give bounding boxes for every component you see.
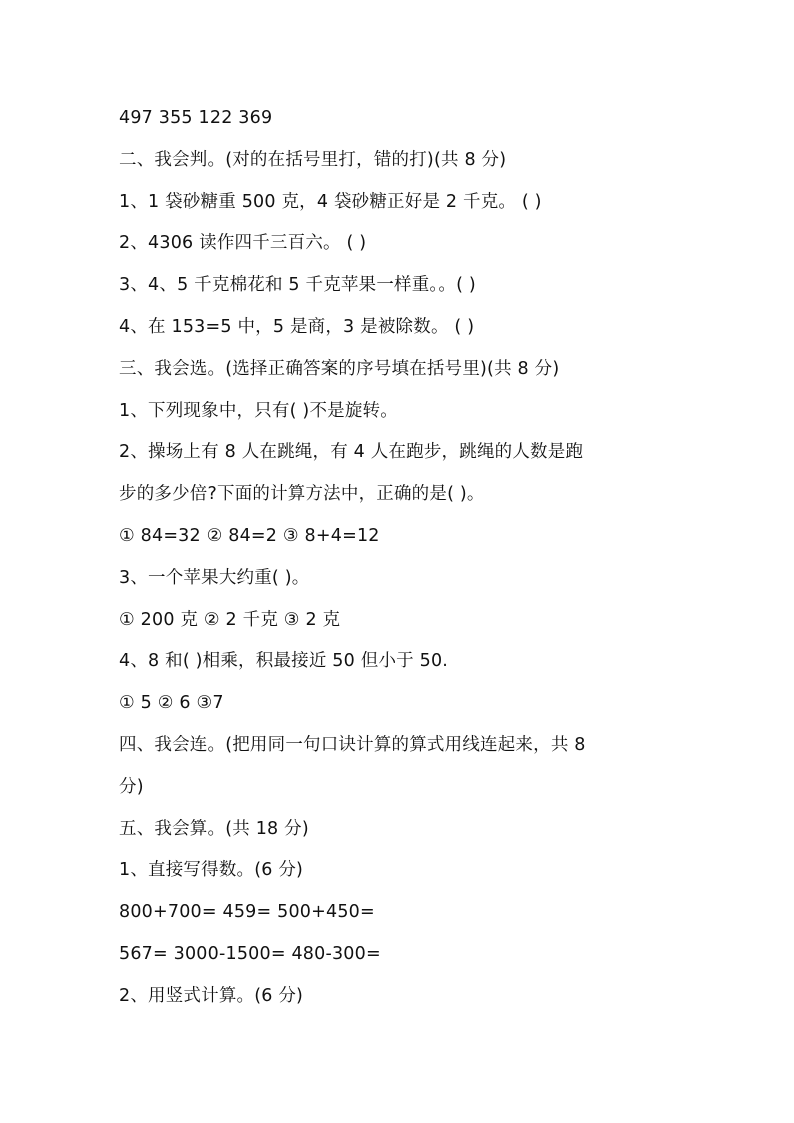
calc-row-1: 800+700= 459= 500+450= — [119, 902, 375, 923]
choice-question-4-options: ① 5 ② 6 ③7 — [119, 693, 224, 714]
judge-question-1: 1、1 袋砂糖重 500 克，4 袋砂糖正好是 2 千克。 ( ) — [119, 191, 542, 212]
judge-question-3: 3、4、5 千克棉花和 5 千克苹果一样重。。( ) — [119, 275, 476, 296]
judge-question-2: 2、4306 读作四千三百六。 ( ) — [119, 233, 367, 254]
section-2-heading: 二、我会判。(对的在括号里打，错的打)(共 8 分) — [119, 149, 507, 170]
judge-question-4: 4、在 153=5 中，5 是商，3 是被除数。 ( ) — [119, 316, 475, 337]
calc-part-2-heading: 2、用竖式计算。(6 分) — [119, 985, 304, 1006]
section-4-heading-continuation: 分) — [119, 776, 144, 797]
calc-part-1-heading: 1、直接写得数。(6 分) — [119, 860, 304, 881]
section-3-heading: 三、我会选。(选择正确答案的序号填在括号里)(共 8 分) — [119, 358, 560, 379]
choice-question-3-options: ① 200 克 ② 2 千克 ③ 2 克 — [119, 609, 341, 630]
choice-question-4: 4、8 和( )相乘，积最接近 50 但小于 50. — [119, 651, 449, 672]
calc-row-2: 567= 3000-1500= 480-300= — [119, 943, 381, 964]
choice-question-1: 1、下列现象中，只有( )不是旋转。 — [119, 400, 398, 421]
choice-question-3: 3、一个苹果大约重( )。 — [119, 567, 310, 588]
answer-numbers-line: 497 355 122 369 — [119, 108, 273, 128]
section-5-heading: 五、我会算。(共 18 分) — [119, 818, 309, 839]
document-body — [119, 103, 689, 1023]
choice-question-2-part-2: 步的多少倍?下面的计算方法中，正确的是( )。 — [119, 484, 485, 505]
choice-question-2-options: ① 84=32 ② 84=2 ③ 8+4=12 — [119, 525, 380, 546]
choice-question-2-part-1: 2、操场上有 8 人在跳绳，有 4 人在跑步，跳绳的人数是跑 — [119, 442, 584, 463]
section-4-heading: 四、我会连。(把用同一句口诀计算的算式用线连起来，共 8 — [119, 734, 586, 755]
